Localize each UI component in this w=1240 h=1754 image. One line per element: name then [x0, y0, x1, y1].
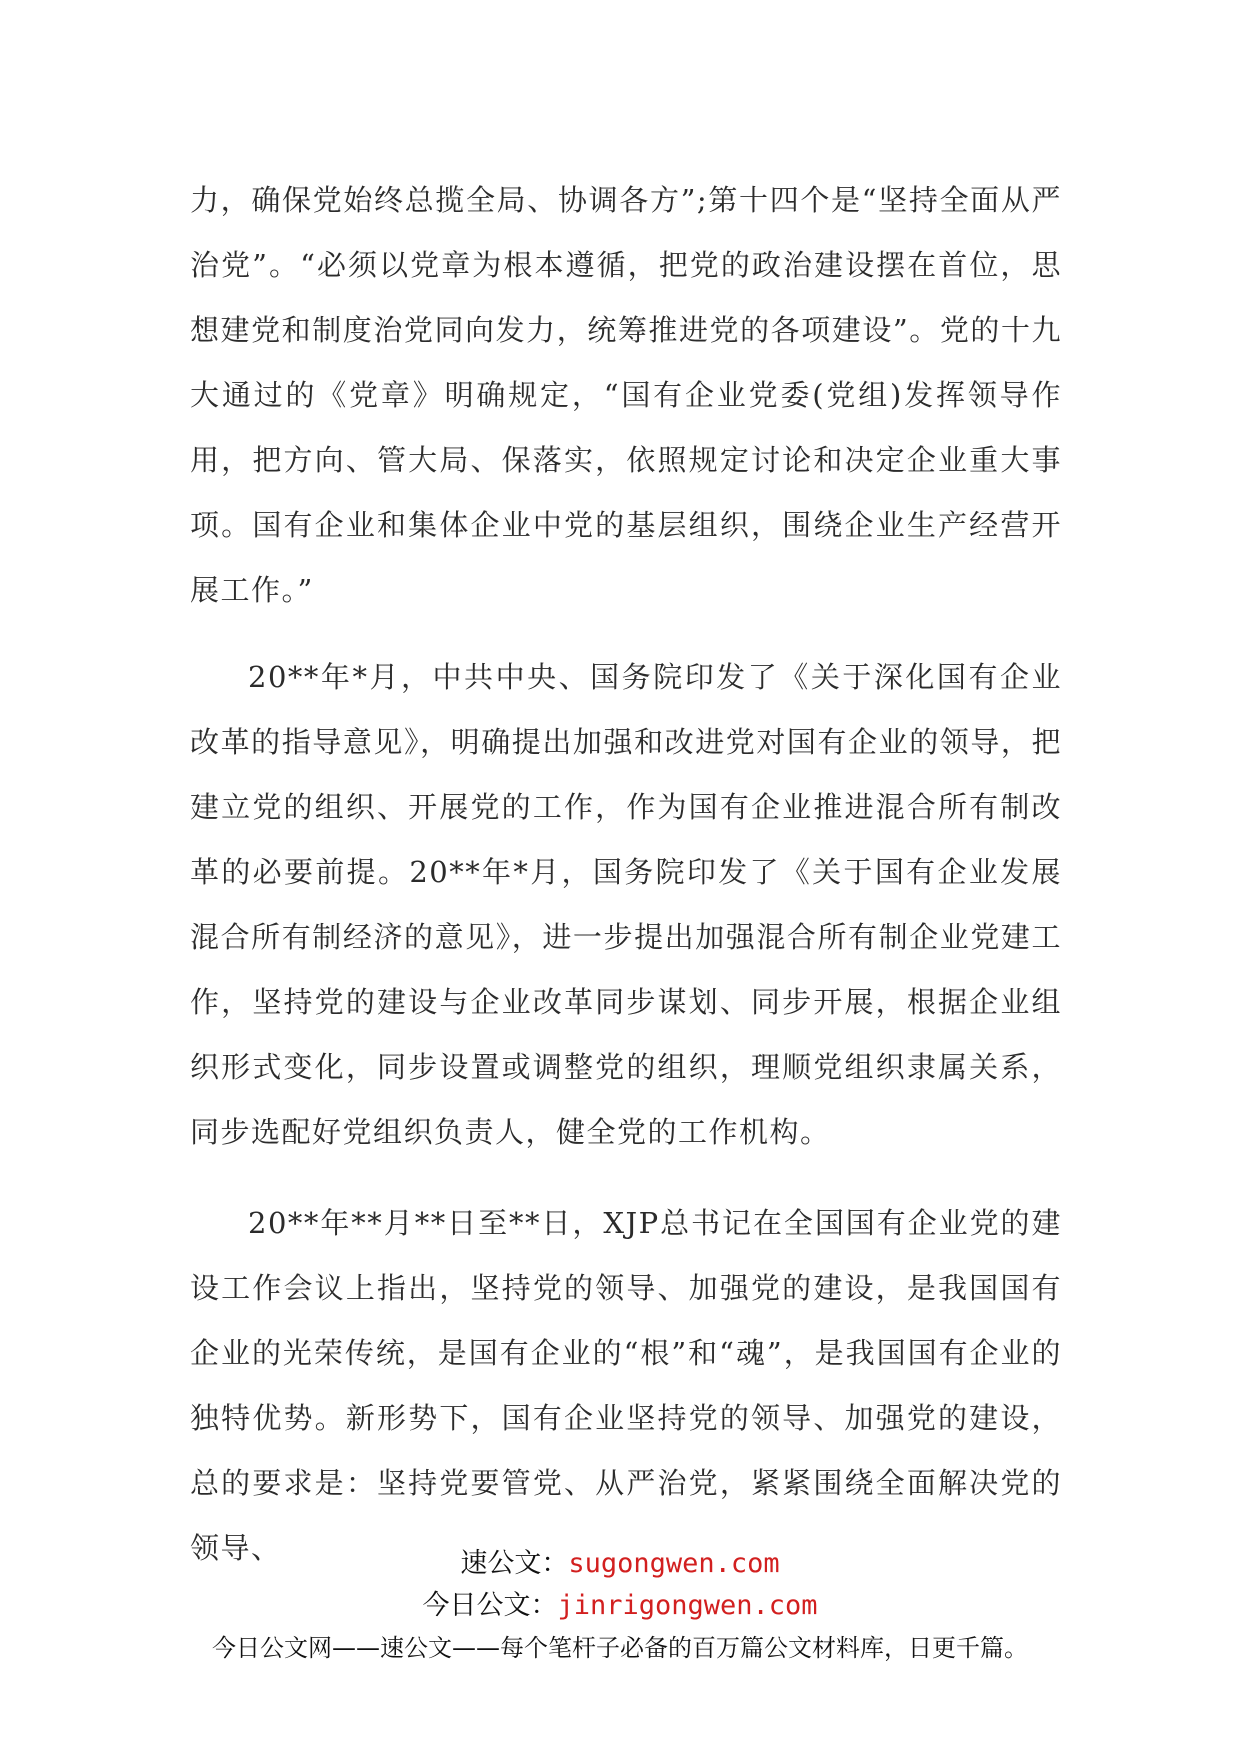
footer-jinrigongwen-label: 今日公文：	[422, 1590, 558, 1621]
footer-sugongwen-link[interactable]: sugongwen.com	[568, 1548, 780, 1579]
document-body	[190, 168, 1062, 1607]
footer-sugongwen	[0, 1544, 1240, 1584]
paragraph-continuation: 力，确保党始终总揽全局、协调各方”;第十四个是“坚持全面从严治党”。“必须以党章为根本遵循，把党的政治建设摆在首位，思想建党和制度治党同向发力，统筹推进党的各项建设”。党的十九大通过的《党章》明确规定，“国有企业党委(党组)发挥领导作用，把方向、管大局、保落实，依照规定讨论和决定企业重大事项。国有企业和集体企业中党的基层组织，围绕企业生产经营开展工作。”	[190, 183, 1062, 607]
paragraph-reform-guidance: 20**年*月，中共中央、国务院印发了《关于深化国有企业改革的指导意见》，明确提出加强和改进党对国有企业的领导，把建立党的组织、开展党的工作，作为国有企业推进混合所有制改革的必要前提。20**年*月，国务院印发了《关于国有企业发展混合所有制经济的意见》，进一步提出加强混合所有制企业党建工作，坚持党的建设与企业改革同步谋划、同步开展，根据企业组织形式变化，同步设置或调整党的组织，理顺党组织隶属关系，同步选配好党组织负责人，健全党的工作机构。	[190, 660, 1062, 1149]
paragraph-party-building-conference: 20**年**月**日至**日，XJP总书记在全国国有企业党的建设工作会议上指出，坚持党的领导、加强党的建设，是我国国有企业的光荣传统，是国有企业的“根”和“魂”，是我国国有企业的独特优势。新形势下，国有企业坚持党的领导、加强党的建设，总的要求是：坚持党要管党、从严治党，紧紧围绕全面解决党的领导、	[190, 1206, 1062, 1565]
footer-sugongwen-label: 速公文：	[460, 1548, 569, 1579]
footer-slogan: 今日公文网——速公文——每个笔杆子必备的百万篇公文材料库，日更千篇。	[212, 1634, 1028, 1662]
footer-jinrigongwen	[0, 1586, 1240, 1626]
footer-jinrigongwen-link[interactable]: jinrigongwen.com	[557, 1590, 818, 1621]
